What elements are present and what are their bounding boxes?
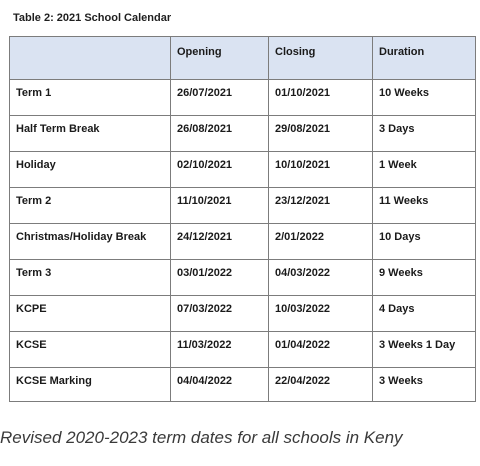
table-row: [10, 116, 476, 152]
closing-date: 10/10/2021: [269, 152, 373, 188]
duration: 10 Weeks: [373, 80, 476, 116]
closing-date: 04/03/2022: [269, 260, 373, 296]
opening-date: 26/07/2021: [171, 80, 269, 116]
closing-date: 01/10/2021: [269, 80, 373, 116]
table-row: [10, 296, 476, 332]
row-label: Half Term Break: [10, 116, 171, 152]
opening-date: 02/10/2021: [171, 152, 269, 188]
closing-date: 22/04/2022: [269, 368, 373, 402]
table-row: [10, 260, 476, 296]
closing-date: 29/08/2021: [269, 116, 373, 152]
table-row: [10, 224, 476, 260]
opening-date: 24/12/2021: [171, 224, 269, 260]
table-row: [10, 80, 476, 116]
duration: 3 Weeks: [373, 368, 476, 402]
opening-date: 11/10/2021: [171, 188, 269, 224]
row-label: Christmas/Holiday Break: [10, 224, 171, 260]
table-row: [10, 332, 476, 368]
opening-date: 11/03/2022: [171, 332, 269, 368]
opening-date: 04/04/2022: [171, 368, 269, 402]
closing-date: 2/01/2022: [269, 224, 373, 260]
closing-date: 10/03/2022: [269, 296, 373, 332]
closing-date: 01/04/2022: [269, 332, 373, 368]
row-label: Term 2: [10, 188, 171, 224]
image-caption: Revised 2020-2023 term dates for all schools in Keny: [0, 428, 403, 447]
header-cell-blank: [10, 37, 171, 80]
row-label: Term 3: [10, 260, 171, 296]
table-row: [10, 188, 476, 224]
duration: 11 Weeks: [373, 188, 476, 224]
school-calendar-table: [9, 36, 476, 402]
closing-date: 23/12/2021: [269, 188, 373, 224]
opening-date: 26/08/2021: [171, 116, 269, 152]
header-cell-duration: Duration: [373, 37, 476, 80]
duration: 1 Week: [373, 152, 476, 188]
row-label: Holiday: [10, 152, 171, 188]
header-cell-closing: Closing: [269, 37, 373, 80]
table-row: [10, 368, 476, 402]
row-label: Term 1: [10, 80, 171, 116]
row-label: KCSE: [10, 332, 171, 368]
duration: 10 Days: [373, 224, 476, 260]
duration: 3 Weeks 1 Day: [373, 332, 476, 368]
duration: 3 Days: [373, 116, 476, 152]
table-title: Table 2: 2021 School Calendar: [13, 12, 172, 24]
table-row: [10, 152, 476, 188]
table-header-row: [10, 37, 476, 80]
opening-date: 07/03/2022: [171, 296, 269, 332]
duration: 4 Days: [373, 296, 476, 332]
header-cell-opening: Opening: [171, 37, 269, 80]
row-label: KCSE Marking: [10, 368, 171, 402]
row-label: KCPE: [10, 296, 171, 332]
duration: 9 Weeks: [373, 260, 476, 296]
opening-date: 03/01/2022: [171, 260, 269, 296]
